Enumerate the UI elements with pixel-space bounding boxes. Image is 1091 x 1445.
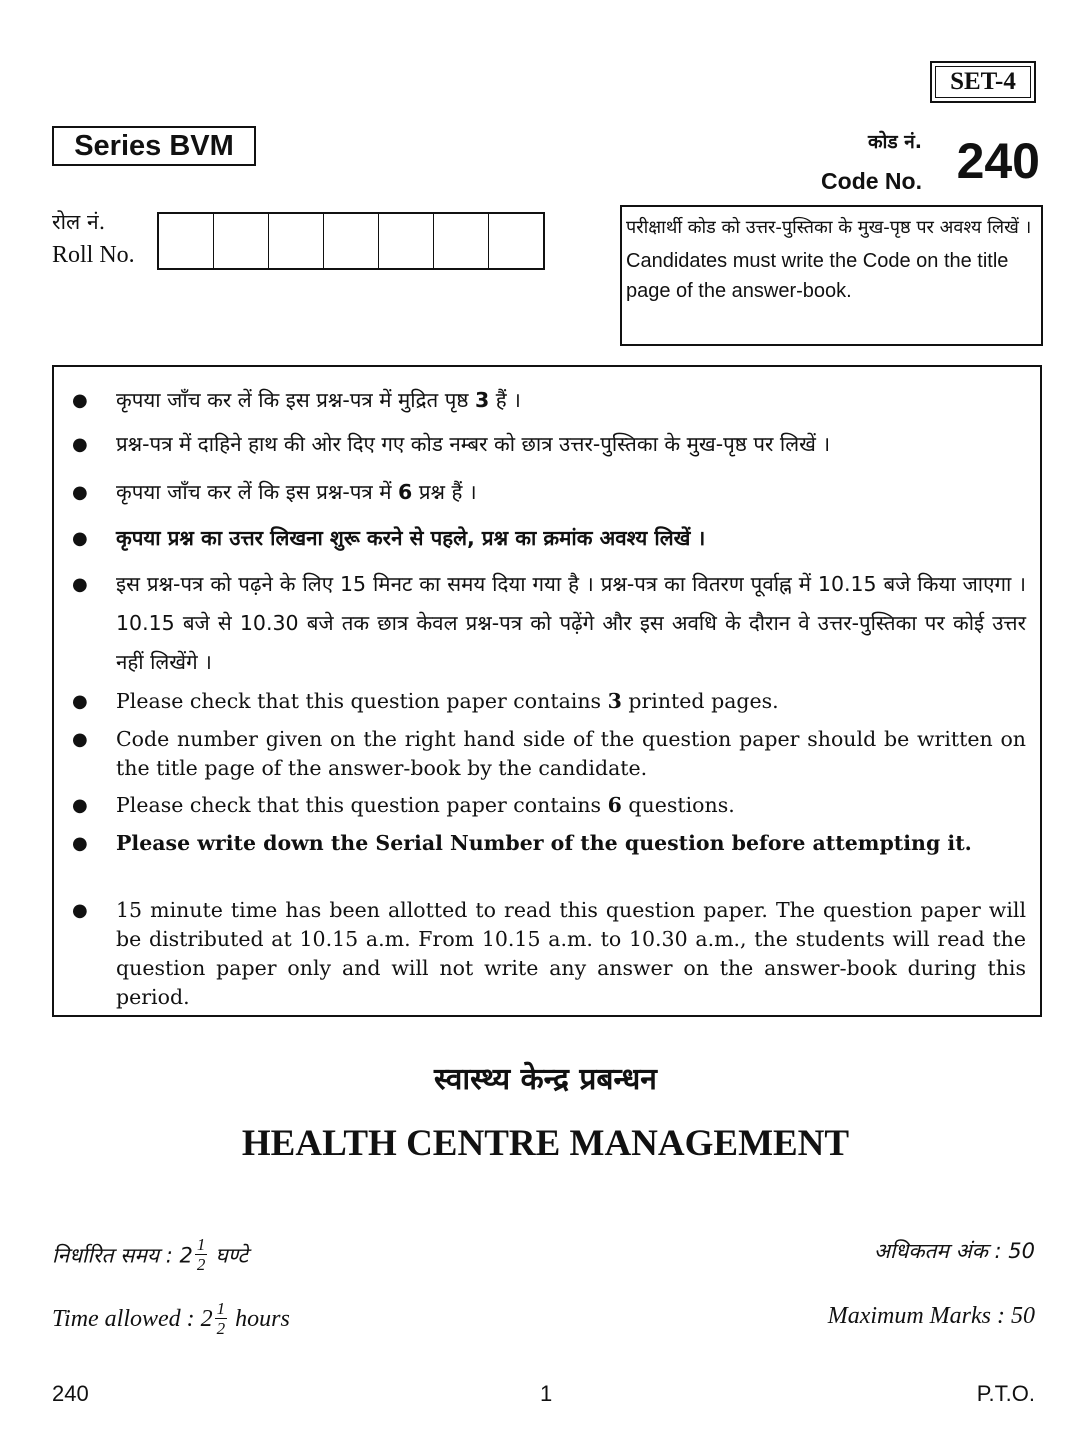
instruction-en-5: ● 15 minute time has been allotted to read this question paper. The question paper will be distributed at 10.15 a.m. From 10.15 a.m. to 10.30 a.m., the students will read the question paper only and will not write any answer on the answer-book during this period.	[72, 898, 1026, 1009]
fraction-half: $\frac{1}{2}$	[216, 1299, 226, 1338]
bullet: ●	[72, 795, 88, 816]
roll-label-english: Roll No.	[52, 242, 135, 268]
instruction-en-3: ● Please check that this question paper contains 6 questions.	[116, 791, 1026, 820]
bullet: ●	[72, 691, 88, 712]
instruction-hi-1: ● कृपया जाँच कर लें कि इस प्रश्न-पत्र में मुद्रित पृष्ठ 3 हैं ।	[116, 381, 1026, 420]
set-label: SET-4	[935, 66, 1031, 98]
roll-number-box[interactable]	[434, 214, 489, 268]
bullet: ●	[72, 833, 88, 854]
time-allowed-english: Time allowed : 2 $\frac{1}{2}$ hours	[52, 1299, 290, 1338]
max-marks-hindi: अधिकतम अंक : 50	[873, 1239, 1035, 1263]
pto-label: P.T.O.	[976, 1381, 1035, 1406]
subject-title-hindi: स्वास्थ्य केन्द्र प्रबन्धन	[434, 1062, 657, 1097]
bullet: ●	[72, 434, 88, 455]
footer-code: 240	[52, 1381, 89, 1406]
instruction-en-2: ● Code number given on the right hand side of the question paper should be written on the title page of the answer-book by the candidate.	[72, 727, 1026, 780]
roll-number-box[interactable]	[214, 214, 269, 268]
instructions-box	[52, 365, 1042, 1017]
instruction-hi-4: ● कृपया प्रश्न का उत्तर लिखना शुरू करने से पहले, प्रश्न का क्रमांक अवश्य लिखें ।	[116, 519, 1026, 558]
max-marks-english: Maximum Marks : 50	[827, 1303, 1035, 1329]
roll-label-hindi: रोल नं.	[52, 210, 106, 234]
page-number: 1	[540, 1381, 553, 1406]
instruction-hi-5: ● इस प्रश्न-पत्र को पढ़ने के लिए 15 मिनट का समय दिया गया है । प्रश्न-पत्र का वितरण पूर्वाह्न में 10.15 बजे किया जाएगा । 10.15 बजे से 10.30 बजे तक छात्र केवल प्रश्न-पत्र को पढ़ेंगे और इस अवधि के दौरान वे उत्तर-पुस्तिका पर कोई उत्तर नहीं लिखेंगे ।	[116, 565, 1026, 682]
instruction-en-4: ● Please write down the Serial Number of the question before attempting it.	[116, 829, 1026, 858]
notice-english: Candidates must write the Code on the title page of the answer-book.	[626, 250, 1009, 302]
roll-number-box[interactable]	[489, 214, 543, 268]
fraction-half: $\frac{1}{2}$	[196, 1235, 206, 1274]
code-label-english: Code No.	[821, 168, 922, 194]
code-label-hindi: कोड नं.	[867, 131, 922, 153]
notice-hindi: परीक्षार्थी कोड को उत्तर-पुस्तिका के मुख-पृष्ठ पर अवश्य लिखें ।	[626, 217, 1032, 238]
time-allowed-hindi: निर्धारित समय : 2 $\frac{1}{2}$ घण्टे	[52, 1235, 249, 1274]
set-label-box	[930, 61, 1036, 103]
instruction-hi-3: ● कृपया जाँच कर लें कि इस प्रश्न-पत्र में 6 प्रश्न हैं ।	[116, 473, 1026, 512]
instruction-en-1: ● Please check that this question paper contains 3 printed pages.	[116, 687, 1026, 716]
bullet: ●	[72, 482, 88, 503]
bullet: ●	[72, 574, 88, 595]
roll-number-box[interactable]	[159, 214, 214, 268]
candidate-notice-box	[620, 205, 1043, 346]
roll-number-box[interactable]	[269, 214, 324, 268]
roll-number-box[interactable]	[324, 214, 379, 268]
instruction-hi-2: ● प्रश्न-पत्र में दाहिने हाथ की ओर दिए गए कोड नम्बर को छात्र उत्तर-पुस्तिका के मुख-पृष्ठ पर लिखें ।	[116, 425, 1026, 464]
bullet: ●	[72, 900, 88, 921]
bullet: ●	[72, 390, 88, 411]
series-label: Series BVM	[52, 126, 256, 166]
roll-number-box[interactable]	[379, 214, 434, 268]
bullet: ●	[72, 729, 88, 750]
subject-title-english: HEALTH CENTRE MANAGEMENT	[241, 1123, 850, 1164]
code-number: 240	[956, 133, 1040, 189]
bullet: ●	[72, 528, 88, 549]
roll-number-boxes	[157, 212, 545, 270]
